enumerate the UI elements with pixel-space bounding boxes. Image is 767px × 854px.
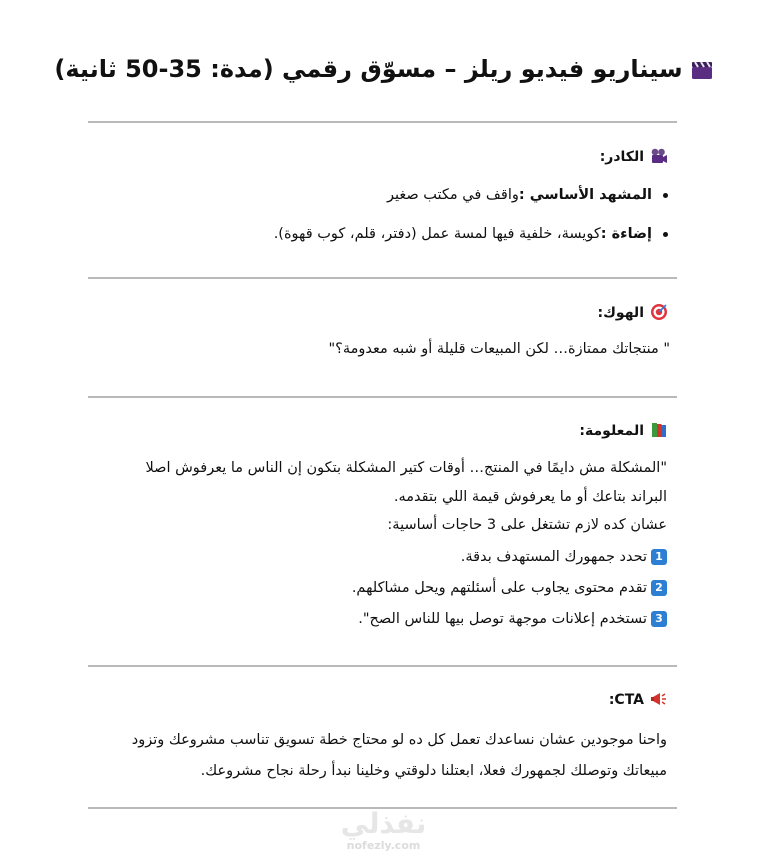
section-heading-hook: الهوك: — [597, 302, 668, 324]
page-title-text: سيناريو فيديو ريلز – مسوّق رقمي (مدة: 35-50 ثانية) — [54, 55, 683, 83]
info-item-3: 3تستخدم إعلانات موجهة توصل بيها للناس الصح". — [358, 608, 667, 630]
divider — [88, 396, 677, 398]
divider — [88, 277, 677, 279]
number-2-badge: 2 — [651, 580, 667, 596]
megaphone-icon — [650, 690, 668, 708]
info-line-3: عشان كده لازم تشتغل على 3 حاجات أساسية: — [387, 517, 667, 533]
divider — [88, 121, 677, 123]
number-3-badge: 3 — [651, 611, 667, 627]
divider — [88, 665, 677, 667]
section-heading-cta: :CTA — [609, 689, 668, 711]
clapper-board-icon — [691, 60, 713, 80]
video-camera-icon — [650, 147, 668, 165]
frame-bullet-1: المشهد الأساسي :واقف في مكتب صغير — [387, 184, 652, 206]
books-icon — [650, 421, 668, 439]
hook-text: " منتجاتك ممتازة… لكن المبيعات قليلة أو شبه معدومة؟" — [328, 341, 670, 357]
cta-text: واحنا موجودين عشان نساعدك تعمل كل ده لو محتاج خطة تسويق تناسب مشروعك وتزود مبيعاتك وتوصلك لجمهورك فعلا، ابعتلنا دلوقتي وخلينا نبدأ رحلة نجاح مشروعك. — [131, 732, 667, 779]
info-item-2: 2تقدم محتوى يجاوب على أسئلتهم ويحل مشاكلهم. — [352, 577, 667, 599]
section-heading-info: المعلومة: — [579, 420, 668, 442]
page-title — [0, 50, 767, 88]
info-line-2: البراند بتاعك أو ما يعرفوش قيمة اللي بتقدمه. — [393, 489, 667, 505]
section-heading-frame: الكادر: — [600, 146, 668, 168]
info-line-1: "المشكلة مش دايمًا في المنتج… أوقات كتير المشكلة بتكون إن الناس ما يعرفوش اصلا — [145, 460, 667, 476]
target-icon — [650, 303, 668, 321]
watermark-logo: نفذلي nofezly.com — [340, 807, 427, 852]
frame-bullet-2: إضاءة :كويسة، خلفية فيها لمسة عمل (دفتر، قلم، كوب قهوة). — [274, 223, 652, 245]
info-item-1: 1تحدد جمهورك المستهدف بدقة. — [461, 546, 667, 568]
number-1-badge: 1 — [651, 549, 667, 565]
